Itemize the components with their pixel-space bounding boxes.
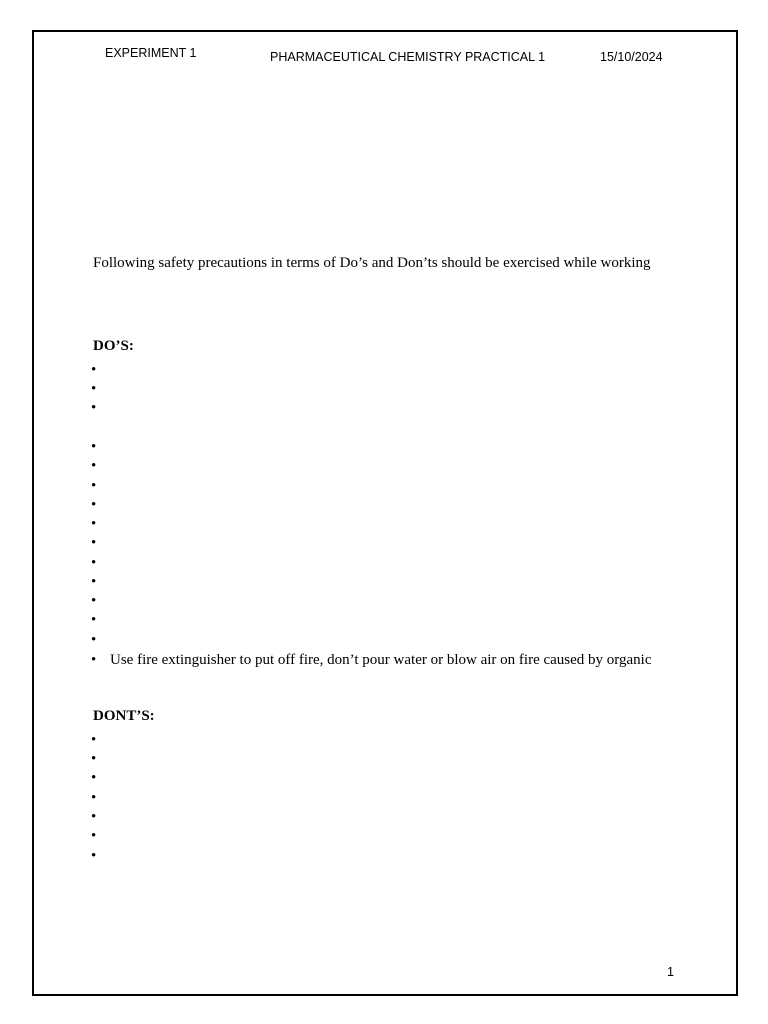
dos-list-item (91, 477, 96, 495)
bullet-icon: • (91, 612, 97, 628)
bullet-icon: • (91, 848, 97, 864)
bullet-icon: • (91, 652, 97, 668)
donts-list-item (91, 750, 96, 768)
bullet-icon: • (91, 632, 97, 648)
dos-list-item (91, 399, 96, 417)
donts-list-item (91, 847, 96, 865)
bullet-icon: • (91, 516, 97, 532)
dos-list-item (91, 611, 96, 629)
bullet-icon: • (91, 439, 97, 455)
dos-list-item (91, 361, 96, 379)
bullet-icon: • (91, 478, 97, 494)
dos-list-item (91, 515, 96, 533)
dos-list-item (91, 573, 96, 591)
header-experiment-label: EXPERIMENT 1 (105, 46, 197, 60)
bullet-icon: • (91, 458, 97, 474)
dos-heading: DO’S: (93, 338, 134, 354)
dos-list-item (91, 631, 96, 649)
dos-list-item (91, 534, 96, 552)
dos-list-item (91, 651, 652, 669)
intro-paragraph: Following safety precautions in terms of Do’s and Don’ts should be exercised while working (93, 255, 651, 271)
donts-list-item (91, 731, 96, 749)
donts-list-item (91, 827, 96, 845)
bullet-icon: • (91, 593, 97, 609)
dos-list-item (91, 554, 96, 572)
dos-item-text: Use fire extinguisher to put off fire, don’t pour water or blow air on fire caused by organic (110, 652, 652, 668)
bullet-icon: • (91, 751, 97, 767)
bullet-icon: • (91, 400, 97, 416)
bullet-icon: • (91, 574, 97, 590)
bullet-icon: • (91, 770, 97, 786)
dos-list-item (91, 592, 96, 610)
bullet-icon: • (91, 809, 97, 825)
page-border (32, 30, 738, 996)
donts-list-item (91, 789, 96, 807)
dos-list-item (91, 496, 96, 514)
bullet-icon: • (91, 732, 97, 748)
bullet-icon: • (91, 535, 97, 551)
donts-list-item (91, 808, 96, 826)
donts-heading: DONT’S: (93, 708, 155, 724)
header-date: 15/10/2024 (600, 50, 663, 64)
bullet-icon: • (91, 381, 97, 397)
bullet-icon: • (91, 362, 97, 378)
dos-list-item (91, 438, 96, 456)
bullet-icon: • (91, 555, 97, 571)
bullet-icon: • (91, 790, 97, 806)
dos-list-item (91, 380, 96, 398)
header-course-title: PHARMACEUTICAL CHEMISTRY PRACTICAL 1 (270, 50, 546, 64)
dos-list-item (91, 457, 96, 475)
page-number: 1 (667, 965, 674, 979)
bullet-icon: • (91, 497, 97, 513)
donts-list-item (91, 769, 96, 787)
bullet-icon: • (91, 828, 97, 844)
